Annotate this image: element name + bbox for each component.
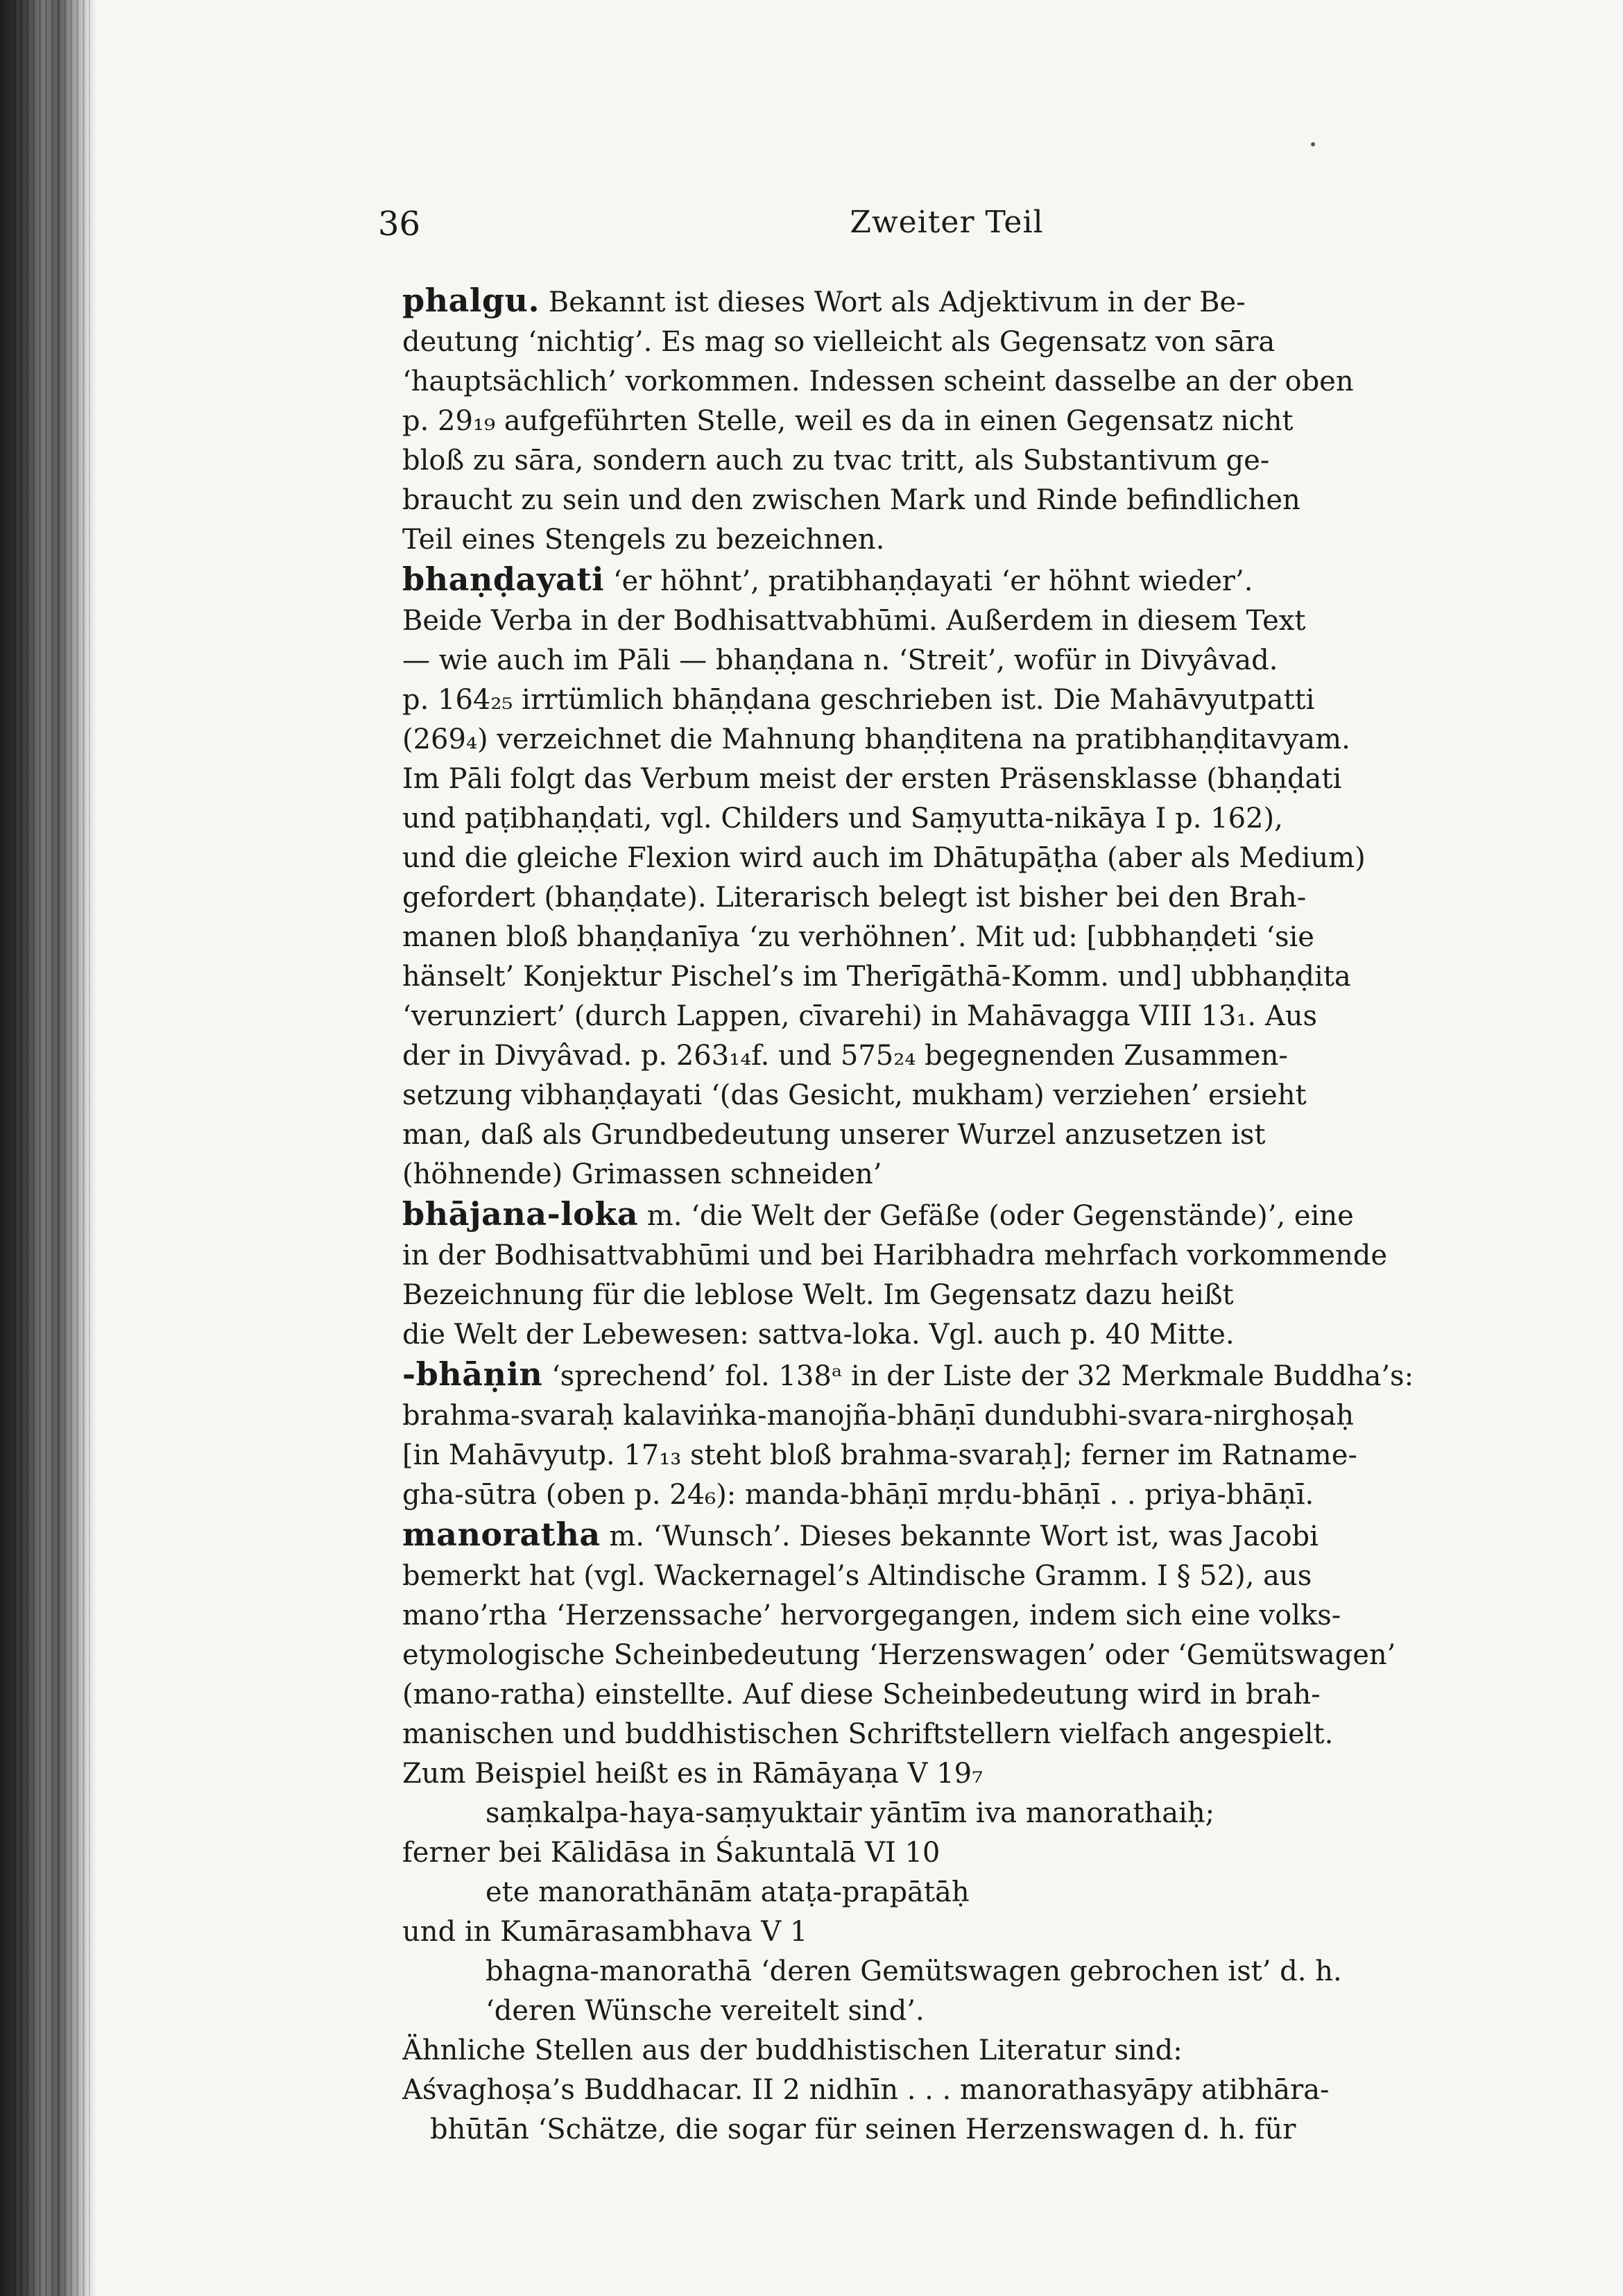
entry-bhajana-loka — [402, 1194, 1512, 1355]
entry-line: Beide Verba in der Bodhisattvabhūmi. Außerdem in diesem Text — [402, 605, 1306, 637]
headword: phalgu. — [402, 282, 540, 319]
entry-line: man, daß als Grundbedeutung unserer Wurzel anzusetzen ist — [402, 1119, 1266, 1151]
entry-line: braucht zu sein und den zwischen Mark und Rinde befindlichen — [402, 484, 1300, 516]
entry-line: bemerkt hat (vgl. Wackernagel’s Altindische Gramm. I § 52), aus — [402, 1560, 1312, 1592]
entry-phalgu — [402, 281, 1512, 560]
entry-line: (269₄) verzeichnet die Mahnung bhaṇḍitena na pratibhaṇḍitavyam. — [402, 723, 1350, 755]
entry-line: — wie auch im Pāli — bhaṇḍana n. ‘Streit’, wofür in Divyâvad. — [402, 644, 1278, 676]
entry-line: manischen und buddhistischen Schriftstellern vielfach angespielt. — [402, 1718, 1334, 1750]
entry-line: ‘verunziert’ (durch Lappen, cīvarehi) in Mahāvagga VIII 13₁. Aus — [402, 1000, 1318, 1032]
entry-line: Aśvaghoṣa’s Buddhacar. II 2 nidhīn . . . manorathasyāpy atibhāra- — [402, 2074, 1330, 2106]
entry-line: Zum Beispiel heißt es in Rāmāyaṇa V 19₇ — [402, 1758, 984, 1790]
verse-quote: saṃkalpa-haya-saṃyuktair yāntīm iva manorathaiḥ; — [486, 1797, 1215, 1829]
entry-line: Im Pāli folgt das Verbum meist der ersten Präsensklasse (bhaṇḍati — [402, 763, 1342, 795]
entry-line: und die gleiche Flexion wird auch im Dhātupāṭha (aber als Medium) — [402, 842, 1366, 874]
binding-texture — [14, 0, 90, 2296]
entry-line: [in Mahāvyutp. 17₁₃ steht bloß brahma-svaraḥ]; ferner im Ratname- — [402, 1439, 1357, 1471]
entry-line: p. 164₂₅ irrtümlich bhāṇḍana geschrieben ist. Die Mahāvyutpatti — [402, 684, 1315, 716]
entry-line: bloß zu sāra, sondern auch zu tvac tritt, als Substantivum ge- — [402, 445, 1270, 477]
page-body — [402, 281, 1512, 2150]
entry-line: Ähnliche Stellen aus der buddhistischen Literatur sind: — [402, 2034, 1183, 2066]
entry-line: und paṭibhaṇḍati, vgl. Childers und Saṃyutta-nikāya I p. 162), — [402, 803, 1283, 834]
entry-line: gha-sūtra (oben p. 24₆): manda-bhāṇī mṛdu-bhāṇī . . priya-bhāṇī. — [402, 1479, 1314, 1511]
entry-line: Teil eines Stengels zu bezeichnen. — [402, 524, 885, 556]
verse-quote: ‘deren Wünsche vereitelt sind’. — [486, 1995, 925, 2027]
page-number: 36 — [378, 205, 421, 243]
running-title: Zweiter Teil — [850, 205, 1044, 240]
headword: bhājana-loka — [402, 1195, 639, 1233]
entry-line: der in Divyâvad. p. 263₁₄f. und 575₂₄ begegnenden Zusammen- — [402, 1040, 1288, 1072]
entry-line: hänselt’ Konjektur Pischel’s im Therīgāthā-Komm. und] ubbhaṇḍita — [402, 961, 1351, 993]
entry-line: p. 29₁₉ aufgeführten Stelle, weil es da in einen Gegensatz nicht — [402, 405, 1294, 437]
entry-line: (höhnende) Grimassen schneiden’ — [402, 1158, 882, 1190]
entry-line: (mano-ratha) einstellte. Auf diese Scheinbedeutung wird in brah- — [402, 1679, 1321, 1711]
page-header — [378, 205, 1515, 253]
entry-line: m. ‘die Welt der Gefäße (oder Gegenstände)’, eine — [646, 1200, 1354, 1232]
headword: manoratha — [402, 1516, 601, 1553]
entry-line: ‘hauptsächlich’ vorkommen. Indessen scheint dasselbe an der oben — [402, 366, 1354, 397]
entry-line: brahma-svaraḥ kalaviṅka-manojña-bhāṇī dundubhi-svara-nirghoṣaḥ — [402, 1400, 1355, 1432]
verse-quote: bhagna-manorathā ‘deren Gemütswagen gebrochen ist’ d. h. — [486, 1955, 1342, 1987]
entry-manoratha — [402, 1515, 1512, 2150]
entry-line: ‘er höhnt’, pratibhaṇḍayati ‘er höhnt wieder’. — [612, 565, 1253, 597]
entry-line: die Welt der Lebewesen: sattva-loka. Vgl. auch p. 40 Mitte. — [402, 1319, 1235, 1351]
verse-quote: ete manorathānām ataṭa-prapātāḥ — [486, 1876, 970, 1908]
entry-line: ‘sprechend’ fol. 138ᵃ in der Liste der 32 Merkmale Buddha’s: — [551, 1360, 1414, 1392]
entry-line: ferner bei Kālidāsa in Śakuntalā VI 10 — [402, 1837, 941, 1869]
entry-line: m. ‘Wunsch’. Dieses bekannte Wort ist, was Jacobi — [609, 1520, 1319, 1552]
entry-line: deutung ‘nichtig’. Es mag so vielleicht als Gegensatz von sāra — [402, 326, 1276, 358]
entry-bhandayati — [402, 560, 1512, 1194]
entry-line: bhūtān ‘Schätze, die sogar für seinen Herzenswagen d. h. für — [430, 2114, 1296, 2145]
entry-line: mano’rtha ‘Herzenssache’ hervorgegangen, indem sich eine volks- — [402, 1600, 1341, 1631]
headword: -bhāṇin — [402, 1355, 543, 1393]
entry-line: Bekannt ist dieses Wort als Adjektivum in der Be- — [548, 286, 1246, 318]
entry-line: manen bloß bhaṇḍanīya ‘zu verhöhnen’. Mit ud: [ubbhaṇḍeti ‘sie — [402, 921, 1314, 953]
entry-bhanin — [402, 1355, 1512, 1515]
entry-line: etymologische Scheinbedeutung ‘Herzenswagen’ oder ‘Gemütswagen’ — [402, 1639, 1396, 1671]
entry-line: und in Kumārasambhava V 1 — [402, 1916, 808, 1948]
entry-line: setzung vibhaṇḍayati ‘(das Gesicht, mukham) verziehen’ ersieht — [402, 1079, 1307, 1111]
headword: bhaṇḍayati — [402, 560, 605, 598]
entry-line: in der Bodhisattvabhūmi und bei Haribhadra mehrfach vorkommende — [402, 1240, 1388, 1271]
speck — [1311, 142, 1315, 146]
entry-line: Bezeichnung für die leblose Welt. Im Gegensatz dazu heißt — [402, 1279, 1234, 1311]
entry-line: gefordert (bhaṇḍate). Literarisch belegt ist bisher bei den Brah- — [402, 882, 1307, 914]
